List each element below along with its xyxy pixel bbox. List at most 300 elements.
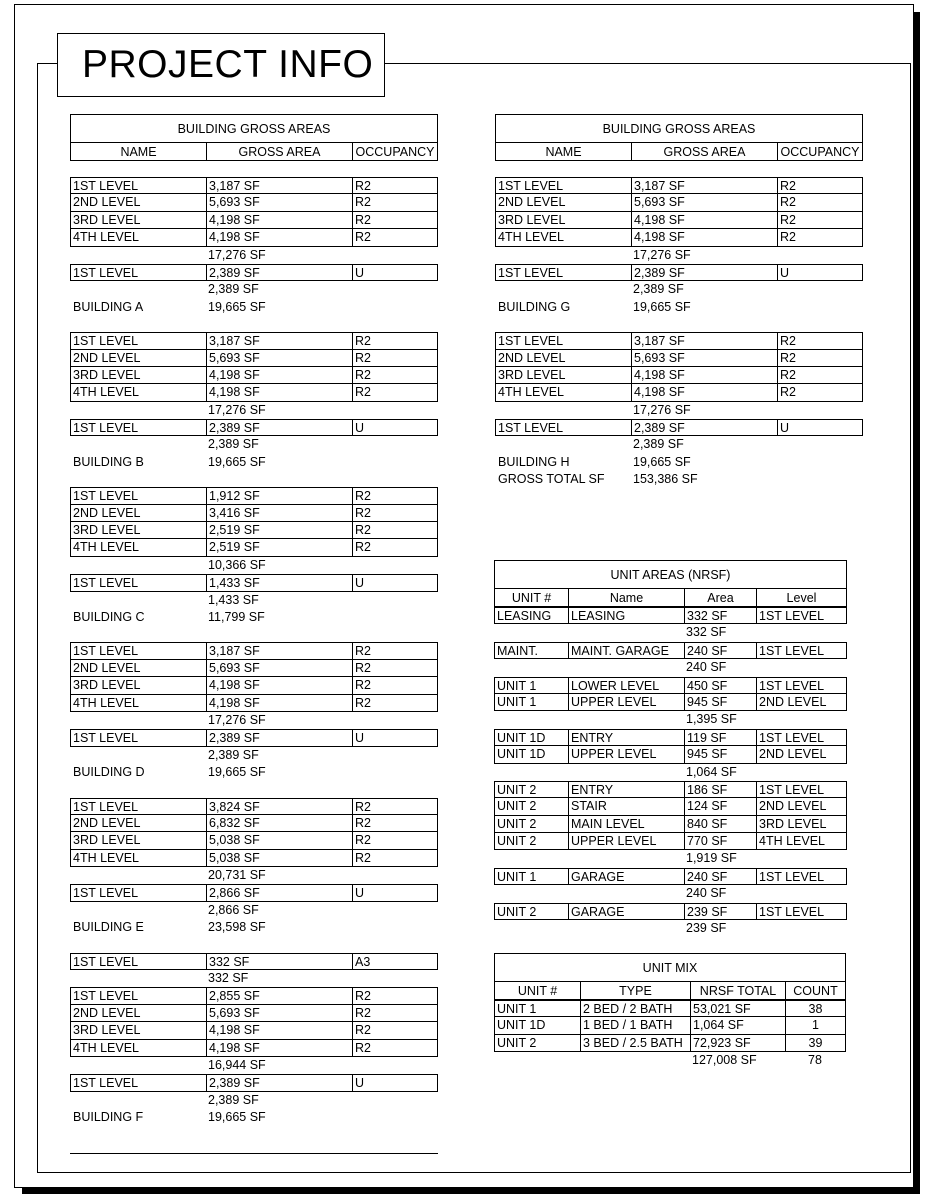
gross-areas-left-rows bbox=[70, 161, 438, 1127]
subtotal-row bbox=[494, 920, 847, 937]
gross-area-cell: 5,693 SF bbox=[631, 194, 777, 210]
gross-area-cell: 3,824 SF bbox=[206, 799, 352, 814]
level-cell bbox=[755, 885, 847, 902]
name-cell: 2ND LEVEL bbox=[73, 195, 141, 210]
unit-areas-title: UNIT AREAS (NRSF) bbox=[494, 560, 847, 589]
name-cell: 4TH LEVEL bbox=[73, 850, 140, 865]
table-row bbox=[495, 194, 863, 211]
table-row bbox=[494, 642, 847, 659]
group-spacer bbox=[70, 471, 438, 487]
gross-area-cell: 4,198 SF bbox=[206, 212, 352, 228]
name-cell: 2ND LEVEL bbox=[73, 660, 141, 675]
occupancy-cell bbox=[351, 454, 438, 471]
unit-cell: UNIT 1D bbox=[497, 1018, 546, 1033]
subtotal-row bbox=[70, 402, 438, 419]
occupancy-cell bbox=[351, 247, 438, 264]
occupancy-cell: R2 bbox=[352, 643, 437, 658]
unit-mix-rows bbox=[494, 1000, 846, 1070]
level-cell: 1ST LEVEL bbox=[756, 869, 846, 884]
name-cell: BUILDING A bbox=[73, 299, 144, 314]
unit-mix-table bbox=[494, 953, 846, 1070]
gross-areas-title: BUILDING GROSS AREAS bbox=[70, 114, 438, 143]
gross-area-cell: 19,665 SF bbox=[208, 299, 266, 314]
name-cell: 1ST LEVEL bbox=[73, 954, 139, 969]
subtotal-row bbox=[70, 592, 438, 609]
area-cell: 332 SF bbox=[684, 608, 756, 623]
gross-area-cell: 2,389 SF bbox=[206, 1075, 352, 1090]
name-cell: 4TH LEVEL bbox=[73, 540, 140, 555]
area-cell: 239 SF bbox=[684, 904, 756, 919]
table-row bbox=[70, 729, 438, 746]
unit-cell: UNIT 1 bbox=[497, 678, 537, 693]
name-cell: BUILDING G bbox=[498, 299, 571, 314]
gross-area-cell: 5,038 SF bbox=[206, 850, 352, 866]
col-area-header: Area bbox=[684, 589, 756, 606]
name-cell: 2ND LEVEL bbox=[73, 1005, 141, 1020]
unit-cell: UNIT 2 bbox=[497, 904, 537, 919]
occupancy-cell: R2 bbox=[352, 212, 437, 228]
name-cell: BUILDING D bbox=[73, 765, 145, 780]
table-row bbox=[494, 868, 847, 885]
occupancy-cell bbox=[776, 402, 863, 419]
table-row bbox=[494, 746, 847, 763]
total-row bbox=[70, 299, 438, 316]
level-cell bbox=[755, 850, 847, 867]
gross-area-cell: 17,276 SF bbox=[633, 247, 691, 262]
occupancy-cell: R2 bbox=[777, 384, 862, 400]
unit-cell: UNIT 2 bbox=[497, 834, 537, 849]
gross-area-cell: 1,433 SF bbox=[208, 592, 259, 607]
total-row bbox=[70, 1109, 438, 1126]
gross-area-cell: 2,389 SF bbox=[633, 437, 684, 452]
unit-cell: UNIT 1D bbox=[497, 747, 546, 762]
subtotal-row bbox=[495, 281, 863, 298]
unit-cell: MAINT. bbox=[497, 643, 538, 658]
gross-area-cell: 4,198 SF bbox=[206, 384, 352, 400]
group-spacer bbox=[495, 316, 863, 332]
name-cell: GROSS TOTAL SF bbox=[498, 472, 605, 487]
gross-area-cell: 3,187 SF bbox=[206, 178, 352, 193]
occupancy-cell bbox=[351, 712, 438, 729]
unit-cell bbox=[494, 764, 567, 781]
table-row bbox=[495, 384, 863, 401]
table-row bbox=[70, 332, 438, 349]
level-cell: 1ST LEVEL bbox=[756, 608, 846, 623]
occupancy-cell: R2 bbox=[777, 367, 862, 383]
gross-area-cell: 2,389 SF bbox=[208, 437, 259, 452]
gross-area-cell: 2,389 SF bbox=[208, 282, 259, 297]
name-cell bbox=[70, 557, 205, 574]
gross-area-cell: 3,187 SF bbox=[631, 333, 777, 348]
group-spacer bbox=[495, 161, 863, 177]
gross-area-cell: 4,198 SF bbox=[631, 212, 777, 228]
subtotal-row bbox=[70, 1057, 438, 1074]
nrsf-total-cell: 127,008 SF bbox=[692, 1053, 757, 1068]
occupancy-cell: R2 bbox=[777, 333, 862, 348]
name-cell: BUILDING B bbox=[73, 454, 144, 469]
occupancy-cell bbox=[776, 436, 863, 453]
subtotal-row bbox=[494, 659, 847, 676]
level-cell: 1ST LEVEL bbox=[756, 730, 846, 745]
gross-area-cell: 1,912 SF bbox=[206, 488, 352, 503]
name-cell: 2ND LEVEL bbox=[498, 195, 566, 210]
level-cell bbox=[755, 624, 847, 641]
unit-cell bbox=[494, 850, 567, 867]
count-cell: 38 bbox=[785, 1001, 845, 1016]
table-row bbox=[70, 350, 438, 367]
total-row bbox=[495, 454, 863, 471]
occupancy-cell bbox=[351, 402, 438, 419]
occupancy-cell: R2 bbox=[352, 178, 437, 193]
name-cell: ENTRY bbox=[568, 730, 684, 745]
occupancy-cell bbox=[776, 471, 863, 488]
area-cell: 1,064 SF bbox=[686, 764, 737, 779]
name-cell: LEASING bbox=[568, 608, 684, 623]
table-row bbox=[495, 177, 863, 194]
gross-area-cell: 16,944 SF bbox=[208, 1057, 266, 1072]
table-row bbox=[70, 642, 438, 659]
occupancy-cell: U bbox=[352, 575, 437, 590]
occupancy-cell: R2 bbox=[352, 194, 437, 210]
level-cell bbox=[755, 764, 847, 781]
subtotal-row bbox=[495, 247, 863, 264]
gross-area-cell: 2,866 SF bbox=[208, 902, 259, 917]
name-cell: 3RD LEVEL bbox=[73, 523, 141, 538]
gross-area-cell: 153,386 SF bbox=[633, 472, 698, 487]
table-row bbox=[70, 1005, 438, 1022]
occupancy-cell: R2 bbox=[777, 178, 862, 193]
nrsf-total-cell: 1,064 SF bbox=[690, 1017, 785, 1033]
area-cell: 1,919 SF bbox=[686, 851, 737, 866]
area-cell: 240 SF bbox=[684, 643, 756, 658]
total-row bbox=[70, 919, 438, 936]
subtotal-row bbox=[494, 1052, 846, 1069]
col-unit-header: UNIT # bbox=[517, 983, 558, 998]
table-row bbox=[70, 384, 438, 401]
group-spacer bbox=[70, 161, 438, 177]
occupancy-cell: R2 bbox=[777, 350, 862, 366]
group-spacer bbox=[70, 782, 438, 798]
subtotal-row bbox=[70, 1092, 438, 1109]
level-cell: 3RD LEVEL bbox=[756, 816, 846, 832]
table-row bbox=[494, 677, 847, 694]
name-cell bbox=[70, 436, 205, 453]
gross-area-cell: 5,038 SF bbox=[206, 832, 352, 848]
area-cell: 1,395 SF bbox=[686, 712, 737, 727]
table-row bbox=[70, 1040, 438, 1057]
table-row bbox=[70, 987, 438, 1004]
name-cell: STAIR bbox=[568, 798, 684, 814]
subtotal-row bbox=[70, 747, 438, 764]
subtotal-row bbox=[70, 281, 438, 298]
occupancy-cell bbox=[351, 1092, 438, 1109]
col-name-header: Name bbox=[568, 589, 684, 606]
name-cell: LOWER LEVEL bbox=[568, 678, 684, 693]
table-row bbox=[495, 229, 863, 246]
level-cell: 2ND LEVEL bbox=[756, 798, 846, 814]
gross-area-cell: 4,198 SF bbox=[206, 1040, 352, 1056]
name-cell: MAINT. GARAGE bbox=[568, 643, 684, 658]
gross-area-cell: 11,799 SF bbox=[208, 609, 265, 624]
unit-areas-table bbox=[494, 560, 847, 937]
subtotal-row bbox=[494, 850, 847, 867]
occupancy-cell bbox=[351, 970, 438, 987]
occupancy-cell: R2 bbox=[352, 539, 437, 555]
table-row bbox=[70, 367, 438, 384]
total-row bbox=[495, 299, 863, 316]
name-cell: 1ST LEVEL bbox=[498, 334, 564, 349]
area-cell: 450 SF bbox=[684, 678, 756, 693]
table-row bbox=[495, 350, 863, 367]
name-cell bbox=[70, 592, 205, 609]
name-cell bbox=[495, 247, 630, 264]
unit-cell: UNIT 1D bbox=[497, 730, 546, 745]
level-cell: 4TH LEVEL bbox=[756, 833, 846, 849]
name-cell bbox=[495, 436, 630, 453]
gross-area-cell: 3,416 SF bbox=[206, 505, 352, 521]
name-cell: 2ND LEVEL bbox=[73, 815, 141, 830]
name-cell: 4TH LEVEL bbox=[498, 230, 565, 245]
name-cell bbox=[70, 747, 205, 764]
table-row bbox=[494, 694, 847, 711]
subtotal-row bbox=[70, 436, 438, 453]
table-row bbox=[494, 729, 847, 746]
bottom-rule bbox=[70, 1153, 438, 1154]
name-cell: 4TH LEVEL bbox=[498, 385, 565, 400]
name-cell: 1ST LEVEL bbox=[498, 421, 564, 436]
subtotal-row bbox=[494, 764, 847, 781]
type-cell: 2 BED / 2 BATH bbox=[580, 1001, 690, 1016]
occupancy-cell bbox=[351, 299, 438, 316]
table-row bbox=[495, 212, 863, 229]
occupancy-cell: R2 bbox=[352, 660, 437, 676]
occupancy-cell bbox=[776, 454, 863, 471]
count-cell: 78 bbox=[808, 1053, 822, 1068]
gross-area-cell: 4,198 SF bbox=[206, 229, 352, 245]
occupancy-cell bbox=[351, 281, 438, 298]
name-cell: 1ST LEVEL bbox=[73, 886, 139, 901]
table-row bbox=[494, 1035, 846, 1052]
table-row bbox=[494, 1000, 846, 1017]
table-row bbox=[70, 522, 438, 539]
name-cell bbox=[70, 712, 205, 729]
area-cell: 332 SF bbox=[686, 625, 727, 640]
gross-area-cell: 17,276 SF bbox=[208, 247, 266, 262]
name-cell: 2ND LEVEL bbox=[498, 350, 566, 365]
area-cell: 945 SF bbox=[684, 694, 756, 710]
gross-area-cell: 19,665 SF bbox=[208, 1110, 266, 1125]
name-cell: 4TH LEVEL bbox=[73, 230, 140, 245]
unit-cell: UNIT 2 bbox=[497, 816, 537, 831]
gross-area-cell: 2,519 SF bbox=[206, 522, 352, 538]
gross-area-cell: 4,198 SF bbox=[206, 677, 352, 693]
table-row bbox=[70, 539, 438, 556]
nrsf-total-cell: 72,923 SF bbox=[690, 1035, 785, 1051]
gross-area-cell: 19,665 SF bbox=[633, 299, 691, 314]
occupancy-cell: R2 bbox=[352, 988, 437, 1003]
occupancy-cell: R2 bbox=[777, 229, 862, 245]
name-cell: 3RD LEVEL bbox=[73, 1023, 141, 1038]
occupancy-cell: R2 bbox=[352, 522, 437, 538]
unit-cell: UNIT 2 bbox=[497, 1035, 537, 1050]
gross-area-cell: 3,187 SF bbox=[206, 333, 352, 348]
table-row bbox=[70, 194, 438, 211]
table-row bbox=[495, 367, 863, 384]
gross-area-cell: 4,198 SF bbox=[206, 695, 352, 711]
unit-cell bbox=[494, 659, 567, 676]
name-cell: 3RD LEVEL bbox=[498, 367, 566, 382]
name-cell: GARAGE bbox=[568, 904, 684, 919]
group-spacer bbox=[70, 937, 438, 953]
occupancy-cell bbox=[351, 436, 438, 453]
gross-areas-title: BUILDING GROSS AREAS bbox=[495, 114, 863, 143]
gross-area-cell: 2,519 SF bbox=[206, 539, 352, 555]
subtotal-row bbox=[494, 624, 847, 641]
occupancy-cell bbox=[351, 1109, 438, 1126]
occupancy-cell bbox=[351, 764, 438, 781]
table-row bbox=[70, 212, 438, 229]
gross-area-cell: 19,665 SF bbox=[208, 454, 266, 469]
col-name-header: NAME bbox=[120, 144, 157, 159]
table-row bbox=[70, 229, 438, 246]
name-cell: 2ND LEVEL bbox=[73, 505, 141, 520]
gross-area-cell: 5,693 SF bbox=[206, 1005, 352, 1021]
name-cell: 1ST LEVEL bbox=[73, 989, 139, 1004]
name-cell: 4TH LEVEL bbox=[73, 1040, 140, 1055]
area-cell: 240 SF bbox=[686, 660, 727, 675]
gross-area-cell: 5,693 SF bbox=[206, 194, 352, 210]
unit-cell: LEASING bbox=[497, 609, 552, 623]
subtotal-row bbox=[70, 867, 438, 884]
level-cell: 1ST LEVEL bbox=[756, 904, 846, 919]
gross-area-cell: 17,276 SF bbox=[208, 402, 266, 417]
occupancy-cell: R2 bbox=[777, 212, 862, 228]
area-cell: 239 SF bbox=[686, 921, 727, 936]
name-cell bbox=[567, 850, 683, 867]
title-box bbox=[57, 33, 385, 97]
gross-area-cell: 5,693 SF bbox=[631, 350, 777, 366]
gross-area-cell: 4,198 SF bbox=[631, 229, 777, 245]
gross-area-cell: 2,389 SF bbox=[208, 747, 259, 762]
table-row bbox=[70, 884, 438, 901]
table-row bbox=[495, 419, 863, 436]
occupancy-cell: U bbox=[352, 265, 437, 280]
name-cell bbox=[70, 970, 205, 987]
name-cell: 1ST LEVEL bbox=[73, 731, 139, 746]
subtotal-row bbox=[70, 902, 438, 919]
total-row bbox=[70, 764, 438, 781]
subtotal-row bbox=[494, 885, 847, 902]
gross-area-cell: 4,198 SF bbox=[631, 367, 777, 383]
name-cell: 1ST LEVEL bbox=[73, 179, 139, 193]
name-cell: 1ST LEVEL bbox=[73, 265, 139, 280]
name-cell bbox=[70, 281, 205, 298]
table-row bbox=[70, 505, 438, 522]
name-cell bbox=[70, 402, 205, 419]
unit-cell bbox=[494, 920, 567, 937]
gross-area-cell: 2,389 SF bbox=[206, 265, 352, 280]
level-cell: 1ST LEVEL bbox=[756, 643, 846, 658]
col-type-header: TYPE bbox=[580, 982, 690, 999]
gross-area-cell: 20,731 SF bbox=[208, 868, 266, 883]
gross-area-cell: 19,665 SF bbox=[208, 765, 266, 780]
subtotal-row bbox=[495, 402, 863, 419]
level-cell bbox=[755, 920, 847, 937]
gross-area-cell: 4,198 SF bbox=[631, 384, 777, 400]
unit-mix-title: UNIT MIX bbox=[494, 953, 846, 982]
name-cell: BUILDING C bbox=[73, 609, 145, 624]
col-count-header: COUNT bbox=[785, 982, 845, 999]
count-cell: 1 bbox=[785, 1017, 845, 1033]
occupancy-cell: R2 bbox=[352, 333, 437, 348]
name-cell: BUILDING F bbox=[73, 1110, 144, 1125]
occupancy-cell: U bbox=[352, 730, 437, 745]
col-nrsf-total-header: NRSF TOTAL bbox=[690, 982, 785, 999]
table-row bbox=[70, 177, 438, 194]
gross-area-cell: 4,198 SF bbox=[206, 367, 352, 383]
name-cell: 3RD LEVEL bbox=[73, 367, 141, 382]
count-cell: 39 bbox=[785, 1035, 845, 1051]
unit-cell: UNIT 1 bbox=[497, 694, 537, 709]
table-row bbox=[70, 677, 438, 694]
occupancy-cell: R2 bbox=[352, 367, 437, 383]
occupancy-cell bbox=[351, 609, 438, 626]
unit-cell bbox=[494, 1052, 579, 1069]
unit-cell: UNIT 1 bbox=[497, 869, 537, 884]
level-cell bbox=[755, 711, 847, 728]
gross-area-cell: 2,389 SF bbox=[208, 1092, 259, 1107]
total-row bbox=[70, 454, 438, 471]
name-cell: 1ST LEVEL bbox=[73, 1076, 139, 1091]
name-cell: MAIN LEVEL bbox=[568, 816, 684, 832]
name-cell bbox=[567, 920, 683, 937]
table-row bbox=[70, 695, 438, 712]
gross-area-cell: 332 SF bbox=[206, 954, 352, 969]
occupancy-cell: R2 bbox=[352, 488, 437, 503]
occupancy-cell: R2 bbox=[352, 505, 437, 521]
unit-cell bbox=[494, 711, 567, 728]
table-row bbox=[494, 798, 847, 815]
occupancy-cell bbox=[351, 902, 438, 919]
gross-area-cell: 5,693 SF bbox=[206, 350, 352, 366]
table-row bbox=[70, 850, 438, 867]
area-cell: 124 SF bbox=[684, 798, 756, 814]
occupancy-cell bbox=[351, 1057, 438, 1074]
name-cell: 3RD LEVEL bbox=[73, 678, 141, 693]
occupancy-cell: R2 bbox=[352, 677, 437, 693]
name-cell bbox=[495, 402, 630, 419]
occupancy-cell bbox=[351, 919, 438, 936]
gross-area-cell: 332 SF bbox=[208, 971, 249, 986]
gross-area-cell: 2,389 SF bbox=[206, 730, 352, 745]
name-cell bbox=[567, 885, 683, 902]
group-spacer bbox=[70, 316, 438, 332]
subtotal-row bbox=[494, 711, 847, 728]
total-row bbox=[70, 609, 438, 626]
level-cell: 1ST LEVEL bbox=[756, 782, 846, 797]
name-cell: 1ST LEVEL bbox=[498, 179, 564, 193]
gross-area-cell: 2,389 SF bbox=[631, 265, 777, 280]
level-cell: 2ND LEVEL bbox=[756, 694, 846, 710]
gross-area-cell: 17,276 SF bbox=[633, 402, 691, 417]
unit-cell bbox=[494, 885, 567, 902]
name-cell: 1ST LEVEL bbox=[73, 489, 139, 504]
occupancy-cell: U bbox=[777, 420, 862, 435]
gross-area-cell: 4,198 SF bbox=[206, 1022, 352, 1038]
subtotal-row bbox=[70, 247, 438, 264]
area-cell: 119 SF bbox=[684, 730, 756, 745]
area-cell: 945 SF bbox=[684, 746, 756, 762]
